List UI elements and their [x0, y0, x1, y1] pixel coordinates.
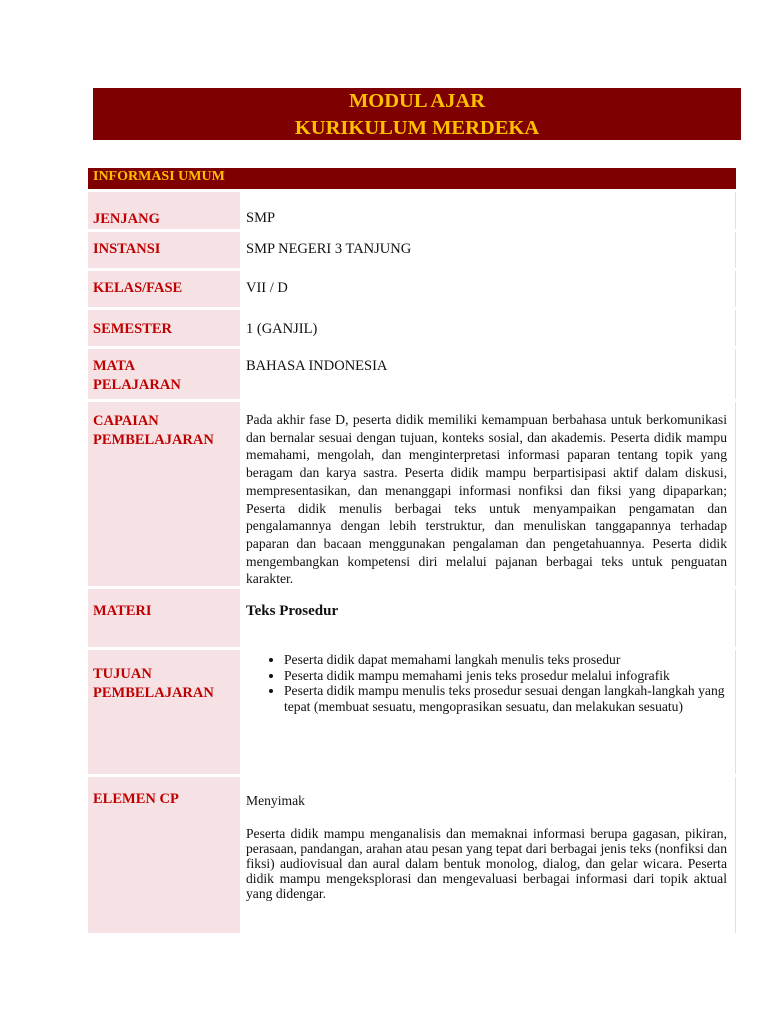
- goal-item: • Peserta didik mampu memahami jenis teks prosedur melalui infografik: [284, 668, 727, 684]
- value-mata-pelajaran: BAHASA INDONESIA: [240, 349, 736, 399]
- goal-item: • Peserta didik mampu menulis teks prosedur sesuai dengan langkah-langkah yang tepat (membuat sesuatu, mengoprasikan sesuatu, dan melakukan sesuatu): [284, 683, 727, 714]
- goal-item: • Peserta didik dapat memahami langkah menulis teks prosedur: [284, 652, 727, 668]
- goals-list: [246, 652, 727, 714]
- value-elemen-cp: [240, 777, 736, 933]
- value-jenjang: SMP: [240, 192, 736, 229]
- value-capaian-pembelajaran: Pada akhir fase D, peserta didik memiliki kemampuan berbahasa untuk berkomunikasi dan bernalar sesuai dengan tujuan, konteks sosial, dan akademis. Peserta didik mampu memahami, mengolah, dan menginterpretasi informasi paparan tentang topik yang beragam dan karya sastra. Peserta didik mampu berpartisipasi aktif dalam diskusi, mempresentasikan, dan menanggapi informasi nonfiksi dan fiksi yang dipaparkan; Peserta didik menulis berbagai teks untuk menyampaikan pengamatan dan pengalamannya dengan lebih terstruktur, dan menuliskan tanggapannya terhadap paparan dan bacaan menggunakan pengalaman dan pengetahuannya. Peserta didik mengembangkan kompetensi diri melalui pajanan berbagai teks untuk penguatan karakter.: [240, 402, 736, 586]
- label-kelas: KELAS/FASE: [88, 271, 240, 307]
- label-semester: SEMESTER: [88, 310, 240, 346]
- value-materi: Teks Prosedur: [240, 589, 736, 647]
- label-jenjang: JENJANG: [88, 192, 240, 229]
- row-jenjang: [88, 189, 736, 229]
- title-line-2: KURIKULUM MERDEKA: [294, 117, 540, 139]
- label-tujuan-pembelajaran: TUJUAN PEMBELAJARAN: [88, 650, 240, 774]
- row-kelas: [88, 268, 736, 307]
- label-materi: MATERI: [88, 589, 240, 647]
- row-elemen-cp: [88, 774, 736, 933]
- elemen-description: Peserta didik mampu menganalisis dan memaknai informasi berupa gagasan, pikiran, perasaan, pandangan, arahan atau pesan yang tepat dari berbagai jenis teks (nonfiksi dan fiksi) audiovisual dan aural dalam bentuk monolog, dialog, dan gelar wicara. Peserta didik mampu mengeksplorasi dan mengevaluasi berbagai informasi dari topik aktual yang didengar.: [246, 826, 727, 901]
- section-header-informasi-umum: INFORMASI UMUM: [88, 168, 736, 189]
- label-elemen-cp: ELEMEN CP: [88, 777, 240, 933]
- label-instansi: INSTANSI: [88, 232, 240, 268]
- title-line-1: MODUL AJAR: [348, 90, 486, 112]
- row-capaian-pembelajaran: [88, 399, 736, 586]
- elemen-heading: Menyimak: [246, 793, 305, 808]
- row-instansi: [88, 229, 736, 268]
- info-table: [88, 168, 736, 933]
- value-kelas: VII / D: [240, 271, 736, 307]
- row-semester: [88, 307, 736, 346]
- label-capaian-pembelajaran: CAPAIAN PEMBELAJARAN: [88, 402, 240, 586]
- row-mata-pelajaran: [88, 346, 736, 399]
- row-tujuan-pembelajaran: [88, 647, 736, 774]
- value-semester: 1 (GANJIL): [240, 310, 736, 346]
- document-title-banner: [93, 88, 741, 140]
- value-tujuan-pembelajaran: [240, 650, 736, 774]
- label-mata-pelajaran: MATA PELAJARAN: [88, 349, 240, 399]
- row-materi: [88, 586, 736, 647]
- value-instansi: SMP NEGERI 3 TANJUNG: [240, 232, 736, 268]
